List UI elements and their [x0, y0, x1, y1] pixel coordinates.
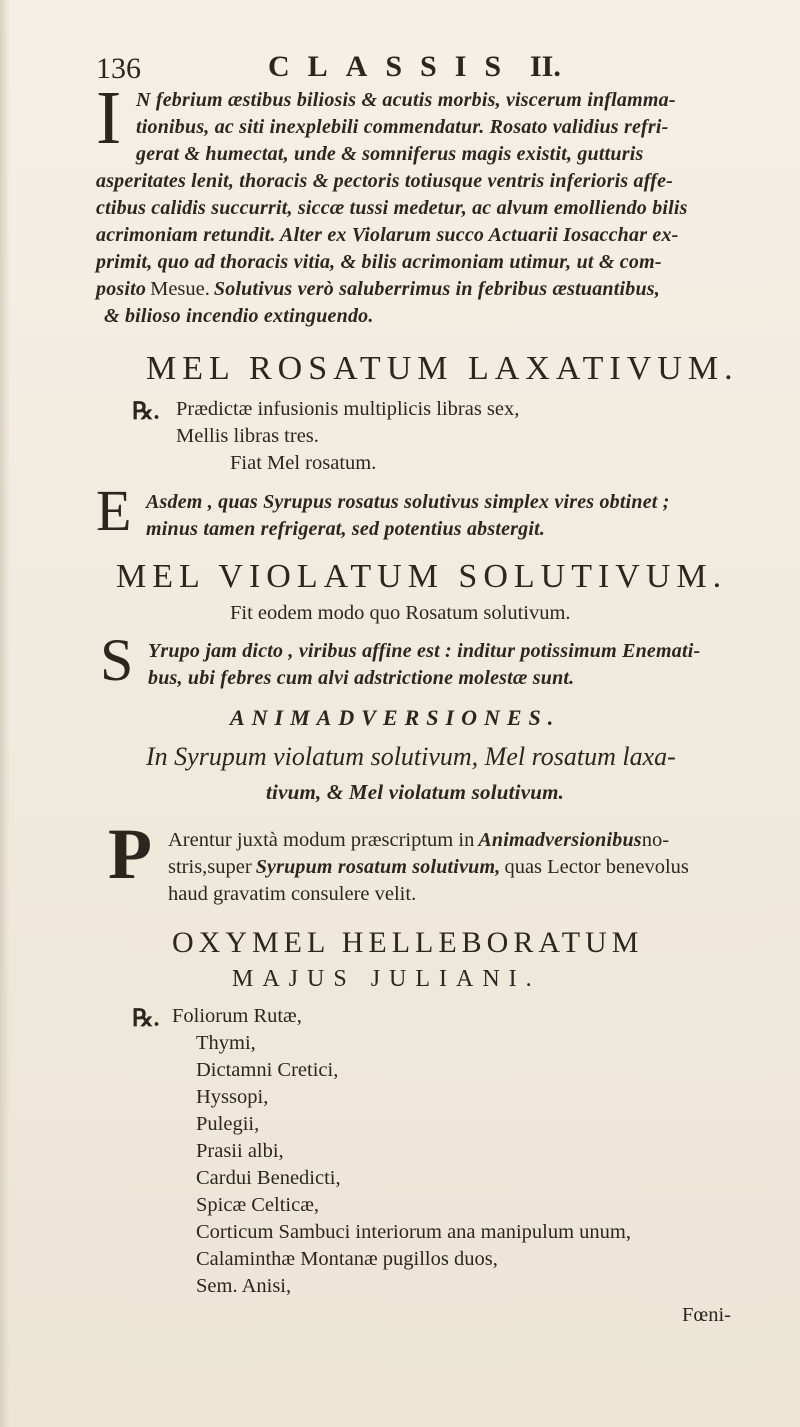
para1-line: ctibus calidis succurrit, siccæ tussi medetur, ac alvum emolliendo bilis [96, 197, 688, 219]
section3-subtitle-2: tivum, & Mel violatum solutivum. [266, 780, 565, 804]
ingredient-line: Sem. Anisi, [196, 1275, 292, 1297]
page-gutter [0, 0, 10, 1427]
section-title-oxymel: OXYMEL HELLEBORATUM [172, 926, 644, 959]
para1-line: gerat & humectat, unde & somniferus magis existit, gutturis [136, 143, 644, 165]
para4-roman-end: quas Lector benevolus [504, 856, 689, 878]
ingredient-line: Hyssopi, [196, 1086, 269, 1108]
para1-line: primit, quo ad thoracis vitia, & bilis acrimoniam utimur, ut & com- [96, 251, 662, 273]
ingredient-line: Pulegii, [196, 1113, 260, 1135]
page-number: 136 [96, 52, 141, 85]
catchword: Fœni- [682, 1304, 731, 1326]
para4-line-1 [168, 829, 669, 852]
running-numeral: II. [530, 50, 561, 83]
ingredient-line: Foliorum Rutæ, [172, 1005, 302, 1027]
recipe-line: Fiat Mel rosatum. [230, 452, 377, 474]
dropcap-e: E [96, 478, 132, 543]
ingredient-line: Cardui Benedicti, [196, 1167, 341, 1189]
para4-roman: stris,super [168, 856, 252, 878]
para4-italic: Animadversionibus [478, 829, 642, 851]
section-title-mel-violatum: MEL VIOLATUM SOLUTIVUM. [116, 558, 728, 595]
para1-line8-italic: posito [96, 278, 147, 300]
dropcap-p: P [108, 814, 152, 894]
ingredient-line: Calaminthæ Montanæ pugillos duos, [196, 1248, 498, 1270]
running-title: CLASSIS [268, 50, 520, 83]
para1-line8-roman: Mesue. [150, 278, 210, 300]
section3-subtitle: In Syrupum violatum solutivum, Mel rosatum laxa- [146, 742, 676, 771]
ingredient-line: Dictamni Cretici, [196, 1059, 339, 1081]
ingredient-line: Spicæ Celticæ, [196, 1194, 319, 1216]
para4-roman: Arentur juxtà modum præscriptum in [168, 829, 475, 851]
para4-roman-end: no- [641, 829, 670, 851]
section4-author: MAJUS JULIANI. [232, 966, 541, 992]
section-title-animadversiones: ANIMADVERSIONES. [230, 705, 561, 730]
para1-line-8 [96, 278, 660, 301]
section2-line: Fit eodem modo quo Rosatum solutivum. [230, 602, 571, 624]
para3-line: Yrupo jam dicto , viribus affine est : inditur potissimum Enemati- [148, 640, 701, 662]
ingredient-line: Corticum Sambuci interiorum ana manipulum unum, [196, 1221, 631, 1243]
recipe-line: Mellis libras tres. [176, 425, 319, 447]
para1-line: asperitates lenit, thoracis & pectoris totiusque ventris inferioris affe- [96, 170, 674, 192]
para2-line: Asdem , quas Syrupus rosatus solutivus simplex vires obtinet ; [146, 491, 670, 513]
ingredient-line: Thymi, [196, 1032, 256, 1054]
para2-line: minus tamen refrigerat, sed potentius abstergit. [146, 518, 546, 540]
para1-line: N febrium æstibus biliosis & acutis morbis, viscerum inflamma- [136, 89, 676, 111]
para1-line: acrimoniam retundit. Alter ex Violarum succo Actuarii Iosacchar ex- [96, 224, 679, 246]
dropcap-s: S [100, 627, 134, 693]
recipe-symbol: ℞. [132, 1006, 160, 1032]
para3-line: bus, ubi febres cum alvi adstrictione molestæ sunt. [148, 667, 575, 689]
para1-line: & bilioso incendio extinguendo. [104, 305, 374, 327]
para4-line-3: haud gravatim consulere velit. [168, 883, 417, 905]
section-title-mel-rosatum: MEL ROSATUM LAXATIVUM. [146, 350, 739, 387]
dropcap-i: I [96, 76, 122, 160]
para4-line-2 [168, 856, 689, 879]
recipe-line: Prædictæ infusionis multiplicis libras sex, [176, 398, 520, 420]
para4-italic: Syrupum rosatum solutivum, [255, 856, 501, 878]
recipe-symbol: ℞. [132, 399, 160, 425]
para1-line: tionibus, ac siti inexplebili commendatur. Rosato validius refri- [136, 116, 669, 138]
ingredient-line: Prasii albi, [196, 1140, 284, 1162]
para1-line8-italic-2: Solutivus verò saluberrimus in febribus æstuantibus, [213, 278, 660, 300]
